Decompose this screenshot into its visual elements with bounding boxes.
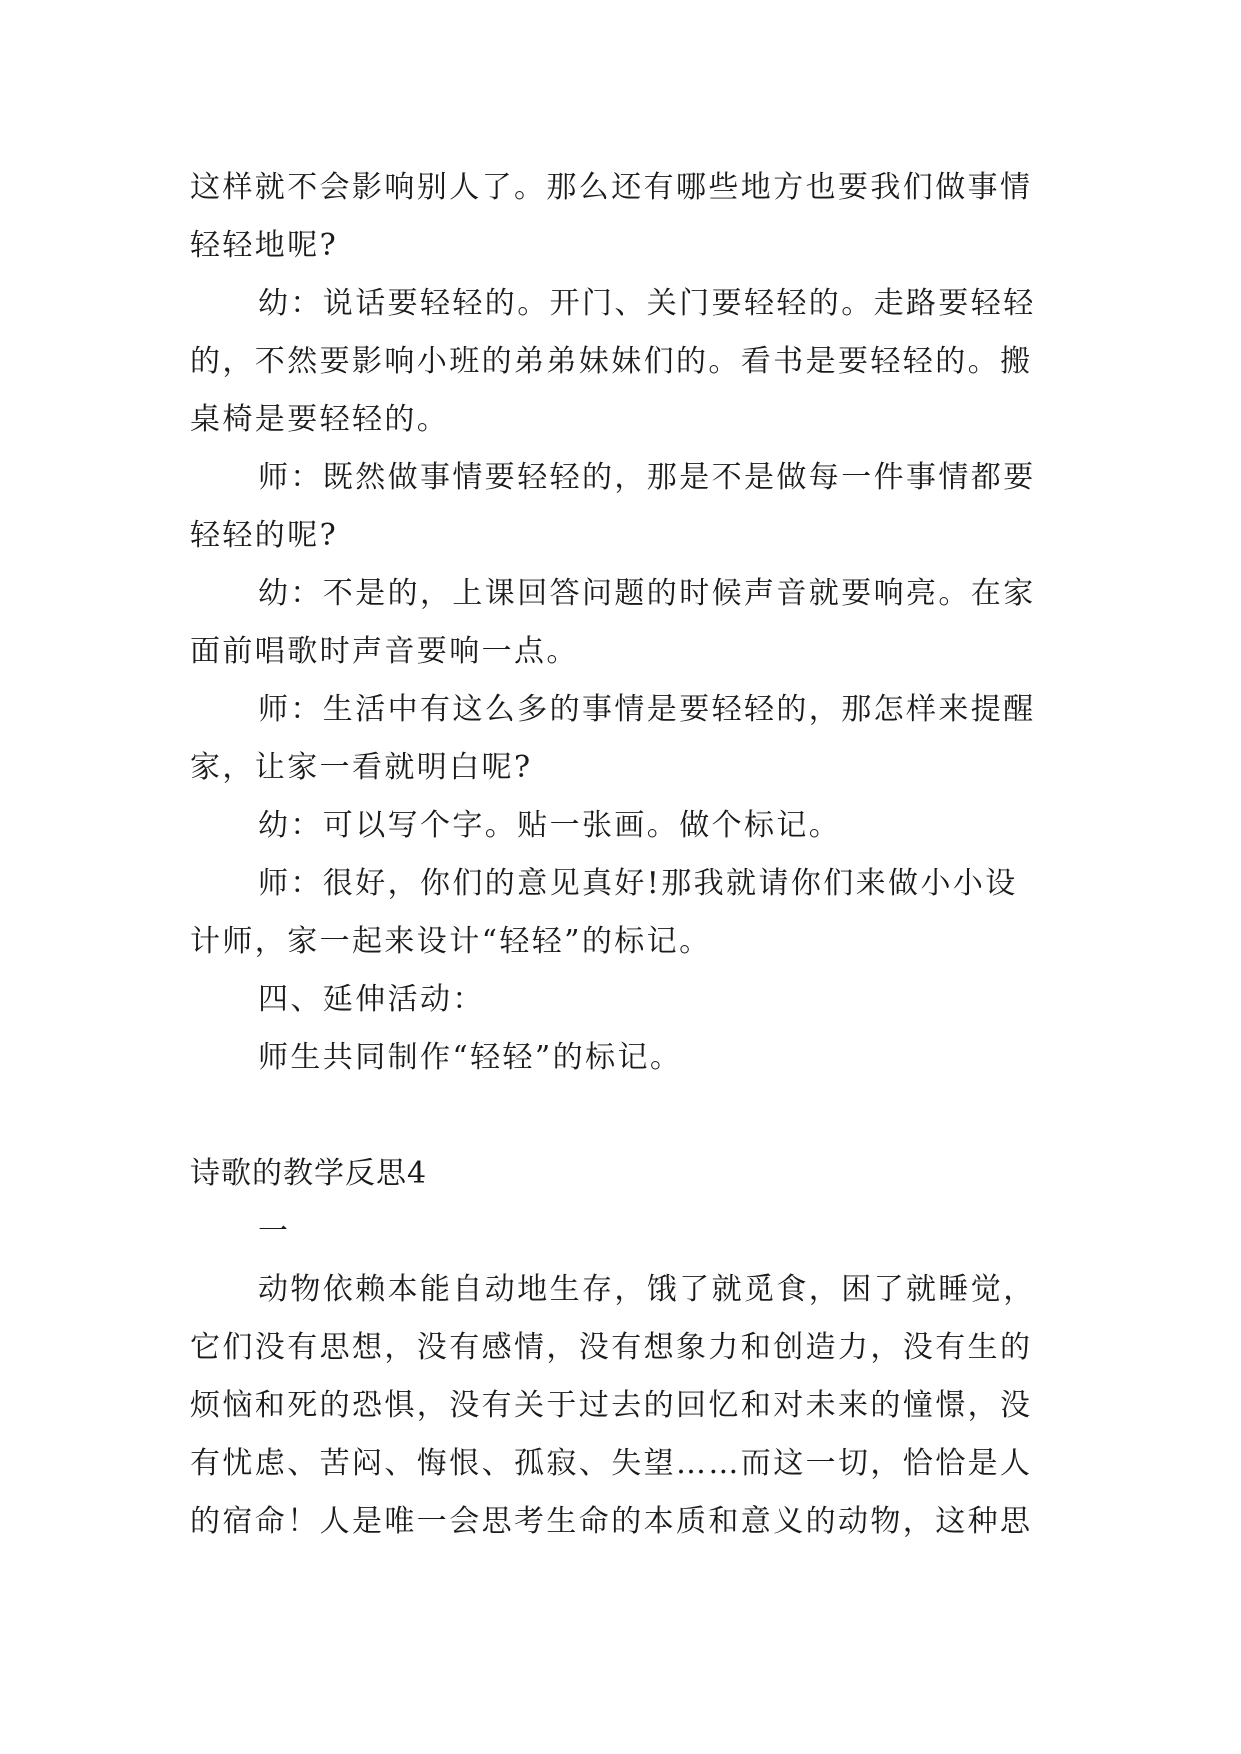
text-line: 师：生活中有这么多的事情是要轻轻的，那怎样来提醒 — [258, 692, 1036, 727]
text-line: 幼：说话要轻轻的。开门、关门要轻轻的。走路要轻轻 — [258, 286, 1036, 321]
body-line: 它们没有思想，没有感情，没有想象力和创造力，没有生的 — [190, 1330, 1033, 1365]
body-line: 烦恼和死的恐惧，没有关于过去的回忆和对未来的憧憬，没 — [190, 1388, 1033, 1423]
text-line: 桌椅是要轻轻的。 — [190, 402, 450, 437]
text-line: 轻轻地呢? — [190, 228, 339, 263]
text-line: 四、延伸活动： — [258, 982, 485, 1017]
body-line: 有忧虑、苦闷、悔恨、孤寂、失望……而这一切，恰恰是人 — [190, 1446, 1033, 1481]
text-line: 幼：可以写个字。贴一张画。做个标记。 — [258, 808, 842, 843]
body-line: 的宿命！人是唯一会思考生命的本质和意义的动物，这种思 — [190, 1504, 1033, 1539]
text-line: 的，不然要影响小班的弟弟妹妹们的。看书是要轻轻的。搬 — [190, 344, 1033, 379]
text-line: 幼：不是的，上课回答问题的时候声音就要响亮。在家 — [258, 576, 1036, 611]
text-line: 家，让家一看就明白呢? — [190, 750, 533, 785]
text-line: 师：很好，你们的意见真好!那我就请你们来做小小设 — [258, 866, 1018, 901]
section-title: 诗歌的教学反思4 — [190, 1156, 428, 1191]
text-line: 轻轻的呢? — [190, 518, 339, 553]
text-line: 这样就不会影响别人了。那么还有哪些地方也要我们做事情 — [190, 170, 1033, 205]
text-line: 面前唱歌时声音要响一点。 — [190, 634, 579, 669]
text-line: 师：既然做事情要轻轻的，那是不是做每一件事情都要 — [258, 460, 1036, 495]
section-number: 一 — [258, 1214, 291, 1249]
text-line: 师生共同制作“轻轻”的标记。 — [258, 1040, 683, 1075]
text-line: 计师，家一起来设计“轻轻”的标记。 — [190, 924, 712, 959]
body-line: 动物依赖本能自动地生存，饿了就觅食，困了就睡觉， — [258, 1272, 1036, 1307]
